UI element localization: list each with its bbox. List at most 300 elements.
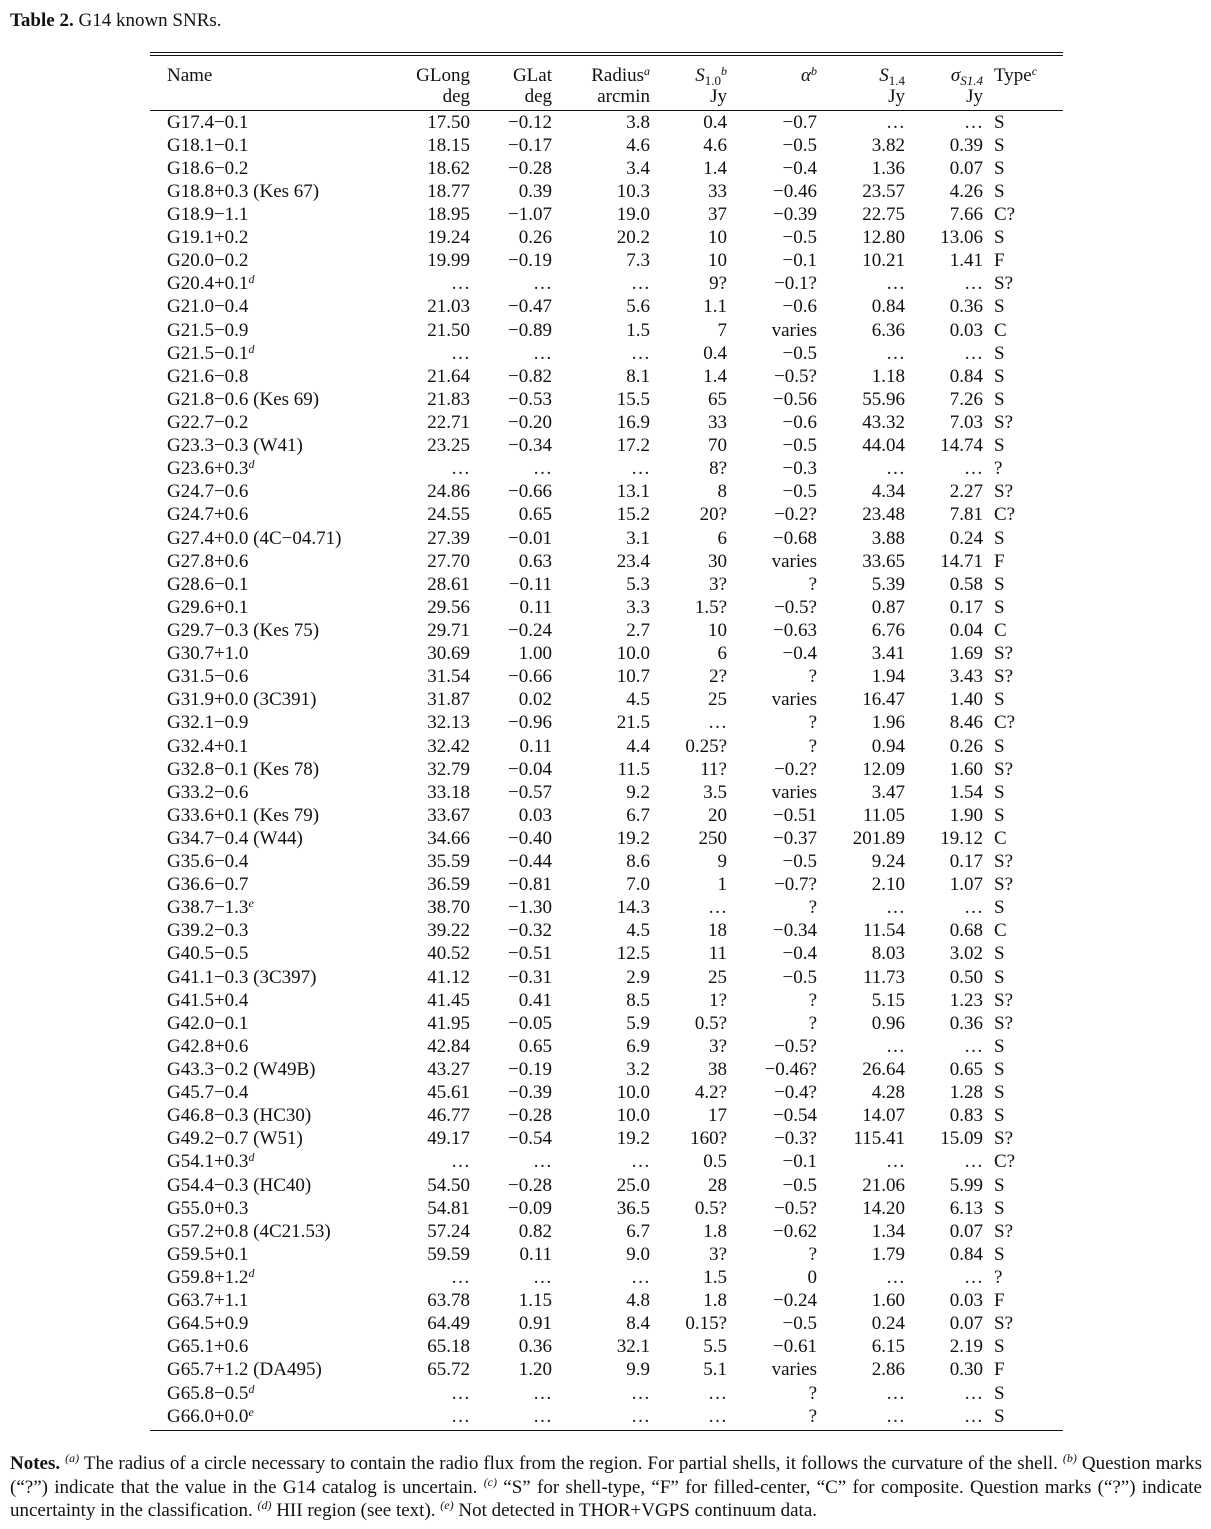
cell-glat: 1.15 — [518, 1290, 552, 1312]
cell-alpha: −0.5 — [782, 851, 817, 873]
table-body — [150, 111, 1063, 1428]
note-b: Question marks (“?”) indicate that the value in the G14 catalog is uncertain. — [10, 1453, 1202, 1498]
cell-glong: 63.78 — [427, 1290, 470, 1312]
cell-type: S? — [994, 666, 1013, 688]
cell-radius: … — [631, 273, 650, 295]
table-row — [150, 504, 1063, 527]
cell-sigma: 7.81 — [949, 504, 983, 526]
cell-glat: 0.65 — [518, 504, 552, 526]
bottom-rule — [150, 1430, 1063, 1431]
cell-radius: … — [631, 1151, 650, 1173]
cell-glong: 28.61 — [427, 573, 470, 595]
cell-s10: 2? — [709, 666, 727, 688]
cell-s10: 10 — [708, 619, 727, 641]
table-row — [150, 920, 1063, 943]
cell-s14: 16.47 — [862, 689, 905, 711]
cell-alpha: −0.5? — [774, 1035, 817, 1057]
cell-sigma: 1.23 — [949, 989, 983, 1011]
cell-sigma: 0.68 — [949, 920, 983, 942]
table-row — [150, 1197, 1063, 1220]
cell-s10: 250 — [698, 827, 727, 849]
cell-s14: 2.86 — [871, 1359, 905, 1381]
cell-type: S? — [994, 481, 1013, 503]
s10-label: S — [695, 65, 705, 86]
cell-alpha: −0.4 — [782, 943, 817, 965]
cell-sigma: 4.26 — [949, 180, 983, 202]
cell-type: S — [994, 1243, 1005, 1265]
cell-radius: … — [631, 342, 650, 364]
cell-glong: 33.67 — [427, 804, 470, 826]
cell-alpha: varies — [771, 689, 817, 711]
cell-sigma: 3.02 — [949, 943, 983, 965]
cell-alpha: −0.5 — [782, 1313, 817, 1335]
cell-sigma: 7.66 — [949, 203, 983, 225]
cell-type: S — [994, 804, 1005, 826]
cell-glat: −0.01 — [508, 527, 552, 549]
cell-radius: 12.5 — [616, 943, 650, 965]
cell-alpha: 0 — [807, 1267, 817, 1289]
snr-name: G35.6−0.4 — [167, 851, 249, 873]
cell-name — [150, 157, 373, 180]
cell-glong: 21.50 — [427, 319, 470, 341]
cell-name — [150, 319, 373, 342]
cell-glong: 29.71 — [427, 619, 470, 641]
snr-name: G21.6−0.8 — [167, 365, 249, 387]
cell-glong: 22.71 — [427, 411, 470, 433]
cell-glong: 64.49 — [427, 1313, 470, 1335]
snr-name: G32.1−0.9 — [167, 712, 249, 734]
note-d: HII region (see text). — [271, 1500, 441, 1521]
table-row — [150, 966, 1063, 989]
cell-type: S — [994, 180, 1005, 202]
cell-s10: 1.4 — [703, 365, 727, 387]
cell-name — [150, 1128, 373, 1151]
cell-glong: 32.42 — [427, 735, 470, 757]
cell-s14: 0.94 — [871, 735, 905, 757]
snr-name: G33.2−0.6 — [167, 781, 249, 803]
cell-radius: 16.9 — [616, 411, 650, 433]
alpha-sup: b — [811, 64, 817, 78]
cell-s10: … — [708, 897, 727, 919]
snr-name: G31.9+0.0 (3C391) — [167, 689, 317, 711]
table-row — [150, 666, 1063, 689]
cell-type: S — [994, 897, 1005, 919]
cell-alpha: varies — [771, 550, 817, 572]
cell-alpha: ? — [808, 989, 817, 1011]
snr-name: G40.5−0.5 — [167, 943, 249, 965]
snr-footnote-mark: e — [248, 896, 254, 911]
caption-text: G14 known SNRs. — [78, 10, 222, 31]
cell-name — [150, 134, 373, 157]
cell-s10: 0.5? — [694, 1012, 727, 1034]
s10-sub: 1.0 — [704, 73, 721, 88]
cell-glong: 65.72 — [427, 1359, 470, 1381]
cell-s14: 115.41 — [853, 1128, 905, 1150]
cell-alpha: ? — [808, 712, 817, 734]
cell-name — [150, 1382, 373, 1405]
cell-s10: 3? — [709, 1035, 727, 1057]
cell-type: F — [994, 1359, 1005, 1381]
cell-radius: 32.1 — [616, 1336, 650, 1358]
snr-name: G18.8+0.3 (Kes 67) — [167, 180, 320, 202]
cell-glat: … — [533, 1151, 552, 1173]
cell-sigma: … — [964, 1035, 983, 1057]
cell-sigma: 0.07 — [949, 1220, 983, 1242]
snr-name: G41.1−0.3 (3C397) — [167, 966, 317, 988]
cell-s10: 18 — [708, 920, 727, 942]
table-row — [150, 781, 1063, 804]
snr-name: G41.5+0.4 — [167, 989, 249, 1011]
cell-name — [150, 1359, 373, 1382]
snr-name: G66.0+0.0 — [167, 1405, 249, 1427]
cell-sigma: 3.43 — [949, 666, 983, 688]
s14-sub: 1.4 — [888, 73, 905, 88]
cell-s10: 10 — [708, 250, 727, 272]
snr-table — [150, 56, 1063, 1428]
cell-alpha: −0.4 — [782, 157, 817, 179]
cell-s14: 5.15 — [871, 989, 905, 1011]
cell-glong: 21.83 — [427, 388, 470, 410]
cell-s14: 4.34 — [871, 481, 905, 503]
table-row — [150, 365, 1063, 388]
cell-glong: 41.45 — [427, 989, 470, 1011]
cell-radius: 5.9 — [626, 1012, 650, 1034]
cell-sigma: 0.03 — [949, 1290, 983, 1312]
cell-name — [150, 481, 373, 504]
cell-type: C? — [994, 203, 1016, 225]
cell-alpha: −0.61 — [773, 1336, 817, 1358]
cell-alpha: ? — [808, 666, 817, 688]
snr-name: G43.3−0.2 (W49B) — [167, 1059, 316, 1081]
cell-glat: −0.20 — [508, 411, 552, 433]
cell-s14: 0.96 — [871, 1012, 905, 1034]
cell-s10: 25 — [708, 966, 727, 988]
cell-type: S? — [994, 1313, 1013, 1335]
cell-name — [150, 180, 373, 203]
unit-sigma: Jy — [966, 86, 983, 107]
cell-radius: 5.3 — [626, 573, 650, 595]
table-caption — [10, 10, 222, 32]
notes-label: Notes. — [10, 1453, 61, 1474]
table-row — [150, 1220, 1063, 1243]
cell-type: F — [994, 1290, 1005, 1312]
cell-glat: 0.03 — [518, 804, 552, 826]
cell-sigma: 0.84 — [949, 365, 983, 387]
cell-s10: … — [708, 712, 727, 734]
cell-name — [150, 1266, 373, 1289]
cell-radius: 11.5 — [617, 758, 650, 780]
table-row — [150, 250, 1063, 273]
cell-sigma: 0.30 — [949, 1359, 983, 1381]
cell-type: S — [994, 1059, 1005, 1081]
cell-glat: −0.81 — [508, 874, 552, 896]
unit-s14: Jy — [888, 86, 905, 107]
cell-glat: … — [533, 458, 552, 480]
cell-sigma: … — [964, 342, 983, 364]
cell-alpha: −0.5 — [782, 342, 817, 364]
unit-glat: deg — [524, 86, 552, 107]
type-sup: c — [1031, 64, 1038, 78]
table-row — [150, 227, 1063, 250]
cell-type: S — [994, 1336, 1005, 1358]
cell-s10: 0.5? — [694, 1197, 727, 1219]
snr-name: G63.7+1.1 — [167, 1290, 249, 1312]
cell-s14: 1.34 — [871, 1220, 905, 1242]
cell-glong: 36.59 — [427, 874, 470, 896]
cell-sigma: 0.58 — [949, 573, 983, 595]
table-row — [150, 827, 1063, 850]
cell-s14: … — [886, 1267, 905, 1289]
snr-name: G27.8+0.6 — [167, 550, 249, 572]
cell-sigma: 0.36 — [949, 296, 983, 318]
cell-s10: 65 — [708, 388, 727, 410]
table-row — [150, 134, 1063, 157]
cell-s14: 10.21 — [862, 250, 905, 272]
cell-name — [150, 596, 373, 619]
cell-radius: 8.1 — [626, 365, 650, 387]
cell-s14: 26.64 — [862, 1059, 905, 1081]
table-row — [150, 435, 1063, 458]
cell-s14: 3.41 — [871, 643, 905, 665]
cell-alpha: −0.62 — [773, 1220, 817, 1242]
cell-name — [150, 827, 373, 850]
cell-radius: 4.6 — [626, 134, 650, 156]
note-c: “S” for shell-type, “F” for filled-center, “C” for composite. Question marks (“?”) indicate uncertainty in the classification. — [10, 1476, 1202, 1521]
table-row — [150, 1243, 1063, 1266]
snr-name: G46.8−0.3 (HC30) — [167, 1105, 312, 1127]
cell-radius: 10.3 — [616, 180, 650, 202]
cell-glat: −1.07 — [508, 203, 552, 225]
cell-name — [150, 735, 373, 758]
cell-s10: 33 — [708, 411, 727, 433]
radius-label: Radius — [591, 65, 644, 86]
cell-s14: 33.65 — [862, 550, 905, 572]
cell-type: S — [994, 966, 1005, 988]
cell-glong: … — [451, 1382, 470, 1404]
cell-type: ? — [994, 458, 1003, 480]
snr-name: G24.7+0.6 — [167, 504, 249, 526]
cell-radius: 19.0 — [616, 203, 650, 225]
cell-radius: 6.7 — [626, 804, 650, 826]
cell-glong: 65.18 — [427, 1336, 470, 1358]
cell-glat: −0.34 — [508, 435, 552, 457]
table-row — [150, 296, 1063, 319]
cell-alpha: −0.37 — [773, 827, 817, 849]
cell-type: S — [994, 111, 1005, 133]
cell-glat: −0.39 — [508, 1082, 552, 1104]
cell-s10: 37 — [708, 203, 727, 225]
table-row — [150, 1174, 1063, 1197]
cell-type: C? — [994, 504, 1016, 526]
cell-alpha: ? — [808, 1382, 817, 1404]
cell-type: S — [994, 527, 1005, 549]
cell-name — [150, 1243, 373, 1266]
cell-s14: 3.47 — [871, 781, 905, 803]
cell-name — [150, 365, 373, 388]
cell-s10: 11 — [708, 943, 727, 965]
table-row — [150, 1313, 1063, 1336]
unit-glong: deg — [442, 86, 470, 107]
cell-s10: 7 — [717, 319, 727, 341]
snr-footnote-mark: d — [248, 272, 255, 287]
cell-s10: 3? — [709, 1243, 727, 1265]
cell-name — [150, 1405, 373, 1428]
snr-name: G36.6−0.7 — [167, 874, 249, 896]
cell-type: S — [994, 435, 1005, 457]
cell-glat: −0.11 — [508, 573, 552, 595]
cell-alpha: −0.63 — [773, 619, 817, 641]
table-row — [150, 735, 1063, 758]
cell-s14: 22.75 — [862, 203, 905, 225]
cell-glong: 40.52 — [427, 943, 470, 965]
cell-name — [150, 712, 373, 735]
table-row — [150, 1405, 1063, 1428]
cell-glong: 33.18 — [427, 781, 470, 803]
table-row — [150, 689, 1063, 712]
cell-alpha: −0.5 — [782, 227, 817, 249]
table-row — [150, 1105, 1063, 1128]
cell-glat: 0.63 — [518, 550, 552, 572]
cell-s10: 1.1 — [703, 296, 727, 318]
snr-name: G38.7−1.3 — [167, 897, 249, 919]
snr-footnote-mark: d — [248, 341, 255, 356]
cell-name — [150, 1151, 373, 1174]
cell-s10: 1.4 — [703, 157, 727, 179]
cell-sigma: 2.19 — [949, 1336, 983, 1358]
cell-type: S? — [994, 411, 1013, 433]
snr-name: G54.1+0.3 — [167, 1151, 249, 1173]
cell-radius: 19.2 — [616, 1128, 650, 1150]
table-row — [150, 573, 1063, 596]
cell-glat: −0.19 — [508, 250, 552, 272]
snr-footnote-mark: d — [248, 1150, 255, 1165]
cell-sigma: 0.03 — [949, 319, 983, 341]
cell-type: C? — [994, 1151, 1016, 1173]
cell-type: S? — [994, 758, 1013, 780]
cell-s10: 1? — [709, 989, 727, 1011]
cell-s14: 1.60 — [871, 1290, 905, 1312]
cell-s14: … — [886, 1382, 905, 1404]
cell-type: S — [994, 735, 1005, 757]
cell-sigma: 0.84 — [949, 1243, 983, 1265]
cell-radius: 15.5 — [616, 388, 650, 410]
cell-s14: 2.10 — [871, 874, 905, 896]
cell-glat: 0.41 — [518, 989, 552, 1011]
cell-glat: −0.89 — [508, 319, 552, 341]
cell-alpha: −0.5? — [774, 596, 817, 618]
cell-sigma: … — [964, 1405, 983, 1427]
cell-name — [150, 989, 373, 1012]
cell-alpha: ? — [808, 897, 817, 919]
cell-glong: … — [451, 1267, 470, 1289]
snr-name: G65.1+0.6 — [167, 1336, 249, 1358]
sigma-sub: S1.4 — [960, 73, 983, 88]
s14-label: S — [879, 65, 889, 86]
cell-sigma: 2.27 — [949, 481, 983, 503]
cell-name — [150, 689, 373, 712]
table-row — [150, 1359, 1063, 1382]
cell-type: S? — [994, 874, 1013, 896]
cell-radius: 9.2 — [626, 781, 650, 803]
cell-glat: −0.54 — [508, 1128, 552, 1150]
cell-alpha: −0.7 — [782, 111, 817, 133]
cell-sigma: 0.83 — [949, 1105, 983, 1127]
table-row — [150, 550, 1063, 573]
unit-row — [150, 86, 1063, 110]
cell-radius: 10.0 — [616, 1105, 650, 1127]
snr-name: G59.5+0.1 — [167, 1243, 249, 1265]
cell-glat: 0.36 — [518, 1336, 552, 1358]
cell-s10: 1.8 — [703, 1290, 727, 1312]
cell-glat: 0.11 — [519, 596, 552, 618]
cell-alpha: −0.68 — [773, 527, 817, 549]
cell-s14: 12.80 — [862, 227, 905, 249]
table-row — [150, 111, 1063, 134]
table-row — [150, 943, 1063, 966]
snr-name: G34.7−0.4 (W44) — [167, 827, 303, 849]
cell-alpha: −0.34 — [773, 920, 817, 942]
cell-glong: 32.79 — [427, 758, 470, 780]
cell-name — [150, 804, 373, 827]
snr-table-wrapper — [150, 52, 1063, 1431]
cell-type: S? — [994, 643, 1013, 665]
cell-type: C — [994, 920, 1007, 942]
table-row — [150, 851, 1063, 874]
cell-name — [150, 1290, 373, 1313]
cell-s10: … — [708, 1382, 727, 1404]
cell-sigma: 1.28 — [949, 1082, 983, 1104]
cell-name — [150, 296, 373, 319]
cell-glat: 0.91 — [518, 1313, 552, 1335]
snr-footnote-mark: d — [248, 457, 255, 472]
cell-glong: … — [451, 273, 470, 295]
cell-type: S — [994, 1105, 1005, 1127]
cell-s14: 6.76 — [871, 619, 905, 641]
cell-glong: 19.24 — [427, 227, 470, 249]
cell-alpha: ? — [808, 573, 817, 595]
cell-glat: −0.19 — [508, 1059, 552, 1081]
cell-name — [150, 1313, 373, 1336]
cell-glat: 0.02 — [518, 689, 552, 711]
cell-radius: 4.5 — [626, 689, 650, 711]
s10-sup: b — [721, 64, 727, 78]
table-row — [150, 1058, 1063, 1081]
cell-radius: 9.9 — [626, 1359, 650, 1381]
snr-name: G29.7−0.3 (Kes 75) — [167, 619, 320, 641]
cell-alpha: −0.4? — [774, 1082, 817, 1104]
cell-s14: … — [886, 1035, 905, 1057]
cell-glong: 18.15 — [427, 134, 470, 156]
cell-glong: 42.84 — [427, 1035, 470, 1057]
cell-glong: … — [451, 458, 470, 480]
table-row — [150, 989, 1063, 1012]
table-row — [150, 1266, 1063, 1289]
cell-glong: 41.95 — [427, 1012, 470, 1034]
cell-sigma: 0.07 — [949, 1313, 983, 1335]
cell-name — [150, 527, 373, 550]
cell-name — [150, 1012, 373, 1035]
table-row — [150, 1035, 1063, 1058]
cell-s10: 25 — [708, 689, 727, 711]
cell-glat: … — [533, 1267, 552, 1289]
cell-glat: 0.82 — [518, 1220, 552, 1242]
cell-s10: 5.1 — [703, 1359, 727, 1381]
cell-glong: 45.61 — [427, 1082, 470, 1104]
table-row — [150, 758, 1063, 781]
cell-s10: 1 — [717, 874, 727, 896]
table-row — [150, 1082, 1063, 1105]
snr-name: G65.8−0.5 — [167, 1382, 249, 1404]
